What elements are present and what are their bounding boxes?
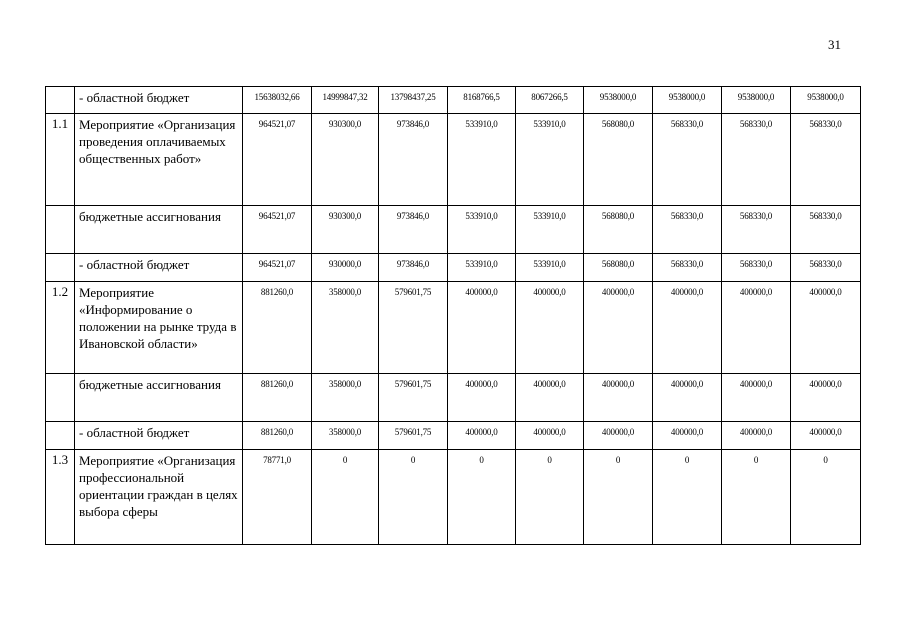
value-cell: 400000,0 [791, 422, 861, 450]
row-code [46, 206, 75, 254]
value-cell: 400000,0 [448, 374, 516, 422]
value-cell: 568330,0 [653, 254, 722, 282]
value-cell: 568330,0 [722, 206, 791, 254]
row-name: - областной бюджет [75, 254, 243, 282]
value-cell: 0 [448, 450, 516, 545]
value-cell: 973846,0 [379, 114, 448, 206]
value-cell: 0 [722, 450, 791, 545]
budget-table [45, 86, 861, 545]
value-cell: 973846,0 [379, 206, 448, 254]
value-cell: 533910,0 [516, 206, 584, 254]
row-name: бюджетные ассигнования [75, 374, 243, 422]
value-cell: 0 [653, 450, 722, 545]
value-cell: 13798437,25 [379, 87, 448, 114]
value-cell: 14999847,32 [312, 87, 379, 114]
row-code: 1.3 [46, 450, 75, 545]
value-cell: 930300,0 [312, 206, 379, 254]
row-code: 1.2 [46, 282, 75, 374]
value-cell: 8168766,5 [448, 87, 516, 114]
value-cell: 568080,0 [584, 254, 653, 282]
value-cell: 0 [379, 450, 448, 545]
value-cell: 0 [584, 450, 653, 545]
value-cell: 568330,0 [653, 206, 722, 254]
row-code [46, 422, 75, 450]
value-cell: 9538000,0 [722, 87, 791, 114]
table-row [46, 206, 861, 254]
row-code [46, 87, 75, 114]
value-cell: 400000,0 [516, 282, 584, 374]
row-code: 1.1 [46, 114, 75, 206]
value-cell: 533910,0 [516, 254, 584, 282]
row-name: Мероприятие «Организация проведения оплачиваемых общественных работ» [75, 114, 243, 206]
value-cell: 78771,0 [243, 450, 312, 545]
row-name: - областной бюджет [75, 87, 243, 114]
table-row [46, 254, 861, 282]
value-cell: 400000,0 [722, 374, 791, 422]
value-cell: 881260,0 [243, 422, 312, 450]
value-cell: 9538000,0 [584, 87, 653, 114]
table-body [46, 87, 861, 545]
row-name: - областной бюджет [75, 422, 243, 450]
table-row [46, 450, 861, 545]
table-row [46, 114, 861, 206]
value-cell: 400000,0 [516, 374, 584, 422]
page-number: 31 [828, 37, 841, 52]
table-row [46, 87, 861, 114]
value-cell: 533910,0 [448, 206, 516, 254]
value-cell: 0 [312, 450, 379, 545]
value-cell: 930300,0 [312, 114, 379, 206]
value-cell: 568330,0 [791, 114, 861, 206]
value-cell: 358000,0 [312, 282, 379, 374]
row-name: Мероприятие «Организация профессиональной ориентации граждан в целях выбора сферы [75, 450, 243, 545]
value-cell: 568080,0 [584, 114, 653, 206]
value-cell: 930000,0 [312, 254, 379, 282]
table-row [46, 422, 861, 450]
value-cell: 533910,0 [448, 254, 516, 282]
row-name: бюджетные ассигнования [75, 206, 243, 254]
value-cell: 400000,0 [722, 282, 791, 374]
value-cell: 9538000,0 [653, 87, 722, 114]
value-cell: 400000,0 [653, 374, 722, 422]
value-cell: 579601,75 [379, 374, 448, 422]
value-cell: 568080,0 [584, 206, 653, 254]
table-row [46, 282, 861, 374]
value-cell: 568330,0 [722, 114, 791, 206]
value-cell: 400000,0 [653, 282, 722, 374]
value-cell: 568330,0 [653, 114, 722, 206]
value-cell: 400000,0 [791, 282, 861, 374]
value-cell: 0 [791, 450, 861, 545]
value-cell: 400000,0 [448, 282, 516, 374]
value-cell: 400000,0 [791, 374, 861, 422]
value-cell: 400000,0 [584, 282, 653, 374]
value-cell: 400000,0 [448, 422, 516, 450]
value-cell: 964521,07 [243, 254, 312, 282]
row-name: Мероприятие «Информирование о положении на рынке труда в Ивановской области» [75, 282, 243, 374]
value-cell: 568330,0 [722, 254, 791, 282]
value-cell: 400000,0 [722, 422, 791, 450]
value-cell: 973846,0 [379, 254, 448, 282]
value-cell: 15638032,66 [243, 87, 312, 114]
value-cell: 579601,75 [379, 282, 448, 374]
value-cell: 400000,0 [653, 422, 722, 450]
value-cell: 881260,0 [243, 374, 312, 422]
value-cell: 964521,07 [243, 206, 312, 254]
value-cell: 358000,0 [312, 422, 379, 450]
value-cell: 0 [516, 450, 584, 545]
value-cell: 579601,75 [379, 422, 448, 450]
value-cell: 9538000,0 [791, 87, 861, 114]
value-cell: 533910,0 [448, 114, 516, 206]
row-code [46, 254, 75, 282]
row-code [46, 374, 75, 422]
table-row [46, 374, 861, 422]
value-cell: 400000,0 [516, 422, 584, 450]
value-cell: 964521,07 [243, 114, 312, 206]
value-cell: 400000,0 [584, 374, 653, 422]
value-cell: 358000,0 [312, 374, 379, 422]
value-cell: 8067266,5 [516, 87, 584, 114]
value-cell: 568330,0 [791, 254, 861, 282]
value-cell: 533910,0 [516, 114, 584, 206]
value-cell: 568330,0 [791, 206, 861, 254]
value-cell: 881260,0 [243, 282, 312, 374]
value-cell: 400000,0 [584, 422, 653, 450]
